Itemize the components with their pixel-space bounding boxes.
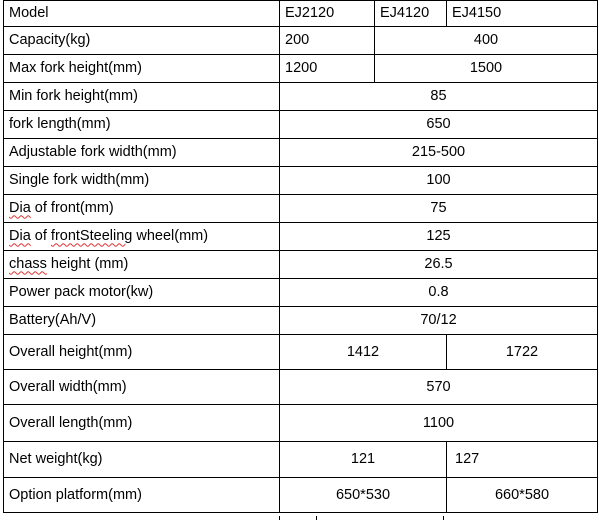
table-row	[4, 139, 598, 167]
table-row	[4, 307, 598, 335]
value-ej2120: 1200	[280, 55, 375, 83]
label-part: of	[30, 228, 51, 245]
value-left: 1412	[280, 335, 447, 370]
table-row	[4, 195, 598, 223]
value-left: 121	[280, 442, 447, 478]
value-right: 1722	[447, 335, 598, 370]
row-label	[4, 251, 280, 279]
row-label: Battery(Ah/V)	[4, 307, 280, 335]
model-ej4120: EJ4120	[375, 1, 447, 27]
row-label: Power pack motor(kw)	[4, 279, 280, 307]
label-part: height (mm)	[46, 256, 129, 273]
table-row	[4, 370, 598, 405]
value-all: 650	[280, 111, 598, 139]
row-label: Option platform(mm)	[4, 478, 280, 513]
table-row	[4, 335, 598, 370]
table-row	[4, 405, 598, 442]
header-label: Model	[4, 1, 280, 27]
table-row	[4, 83, 598, 111]
value-all: 75	[280, 195, 598, 223]
label-part: frontSteeling	[50, 228, 133, 245]
row-label: Overall length(mm)	[4, 405, 280, 442]
label-part: wheel(mm)	[132, 228, 209, 245]
row-label: Min fork height(mm)	[4, 83, 280, 111]
value-all: 570	[280, 370, 598, 405]
row-label: Max fork height(mm)	[4, 55, 280, 83]
value-all: 70/12	[280, 307, 598, 335]
label-part: chass	[9, 256, 47, 273]
value-all: 0.8	[280, 279, 598, 307]
row-label	[4, 223, 280, 251]
value-right: 660*580	[447, 478, 598, 513]
model-ej4150: EJ4150	[447, 1, 598, 27]
table-row	[4, 1, 598, 27]
value-all: 215-500	[280, 139, 598, 167]
row-label: Single fork width(mm)	[4, 167, 280, 195]
table-line-fragment	[316, 516, 317, 520]
table-line-fragment	[443, 516, 444, 520]
value-ej4120-ej4150: 1500	[375, 55, 598, 83]
table-row	[4, 442, 598, 478]
row-label: Adjustable fork width(mm)	[4, 139, 280, 167]
table-row	[4, 279, 598, 307]
table-row	[4, 251, 598, 279]
table-line-fragment	[279, 516, 280, 520]
value-ej4120-ej4150: 400	[375, 27, 598, 55]
table-row	[4, 167, 598, 195]
model-ej2120: EJ2120	[280, 1, 375, 27]
label-part: Dia	[9, 228, 31, 245]
table-row	[4, 111, 598, 139]
value-all: 125	[280, 223, 598, 251]
value-all: 26.5	[280, 251, 598, 279]
row-label: Net weight(kg)	[4, 442, 280, 478]
row-label	[4, 195, 280, 223]
value-ej2120: 200	[280, 27, 375, 55]
table-row	[4, 223, 598, 251]
value-all: 1100	[280, 405, 598, 442]
value-all: 85	[280, 83, 598, 111]
spec-table	[3, 0, 598, 513]
table-row	[4, 478, 598, 513]
table-row	[4, 27, 598, 55]
row-label: Overall height(mm)	[4, 335, 280, 370]
value-all: 100	[280, 167, 598, 195]
row-label: Overall width(mm)	[4, 370, 280, 405]
label-part: Dia	[9, 200, 31, 217]
row-label: fork length(mm)	[4, 111, 280, 139]
value-right: 127	[447, 442, 598, 478]
label-part: of front(mm)	[30, 200, 114, 217]
value-left: 650*530	[280, 478, 447, 513]
row-label: Capacity(kg)	[4, 27, 280, 55]
table-row	[4, 55, 598, 83]
